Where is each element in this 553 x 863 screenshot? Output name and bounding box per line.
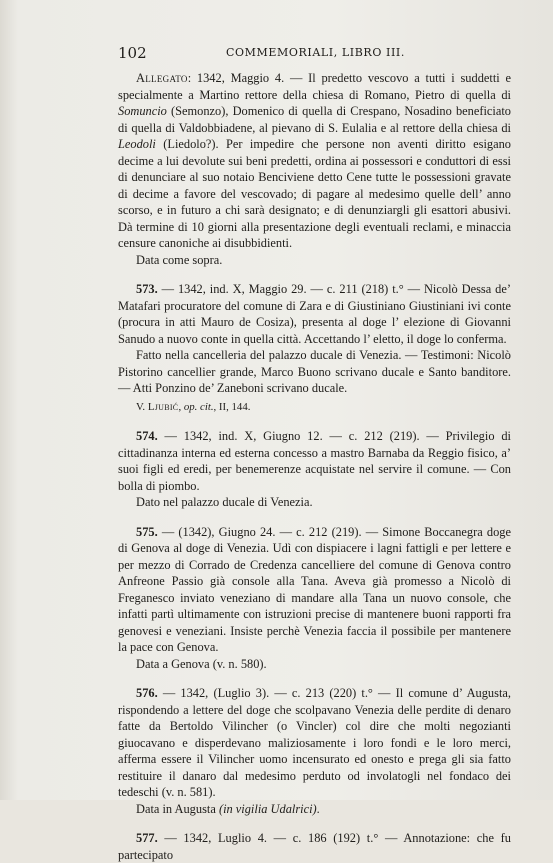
entry-number: 573.: [136, 282, 158, 296]
entry-body: — 1342, ind. X, Giugno 12. — c. 212 (219). — Privilegio di cittadinanza interna ed esterna concesso a mastro Barnaba da Reggio fisico, a’ suoi figli ed eredi, per benemerenze acquistate nel servire il comune. — Con bolla di piombo.: [118, 429, 511, 493]
data-italic: (in vigilia Udalrici): [218, 801, 317, 816]
entry-577: [118, 830, 511, 863]
allegato-label: Allegato: [136, 71, 188, 85]
allegato-paragraph: [118, 70, 511, 252]
allegato-place-2: Leodoli: [118, 137, 156, 151]
entry-note: [118, 399, 511, 416]
entry-body: — 1342, (Luglio 3). — c. 213 (220) t.° — Il comune d’ Augusta, rispondendo a lettere del doge che scolpavano Venezia delle perdite di denaro fatte da Bertoldo Vilincher (o Vincler) col dire che molti negozianti giuocavano e disperdevano maliziosamente i loro fondi e le loro merci, afferma essere il Vilincher uomo incensurato ed onesto e prega gli sia fatto restituire il danaro dal medesimo perduto od involatogli nel fondaco dei tedeschi (v. n. 581).: [118, 686, 511, 799]
entry-number: 576.: [136, 686, 158, 700]
allegato-text-a: : 1342, Maggio 4. — Il predetto vescovo a tutti i suddetti e specialmente a Martino rettore della chiesa di Romano, Pietro di quella di: [118, 71, 511, 102]
entry-body: — 1342, Luglio 4. — c. 186 (192) t.° — Annotazione: che fu partecipato: [118, 831, 511, 862]
note-prefix: V.: [136, 400, 148, 413]
entry-number: 577.: [136, 831, 158, 845]
allegato-text-b: (Semonzo), Domenico di quella di Crespano, Nosadino beneficiato di quella di Valdobbiadene, al pievano di S. Eulalia e al rettore della chiesa di: [118, 104, 511, 135]
entry-576: [118, 685, 511, 817]
page-number: 102: [118, 44, 147, 62]
allegato-data: Data come sopra.: [136, 252, 223, 267]
entry-data: Fatto nella cancelleria del palazzo ducale di Venezia. — Testimoni: Nicolò Pistorino cancellier grande, Marco Buono scrivano ducale e Santo banditore. — Atti Ponzino de’ Zaneboni scrivano ducale.: [118, 348, 511, 395]
entry-573: [118, 281, 511, 415]
entry-data: Data a Genova (v. n. 580).: [136, 656, 267, 671]
note-work: op. cit.: [183, 400, 214, 413]
entry-574: [118, 428, 511, 511]
data-prefix: Data in Augusta: [136, 801, 219, 816]
entry-body: — (1342), Giugno 24. — c. 212 (219). — Simone Boccanegra doge di Genova al doge di Venezia. Udì con dispiacere i lagni fattigli e per lettere e per mezzo di Corrado de Credenza cancelliere del comune di Genova contro Anfreone Passio già console alla Tana. Aveva già promesso a Nicolò di Freganesco inviato veneziano di mandare alla Tana un nuovo console, che infatti partì ultimamente con istruzioni precise di mantenere buoni rapporti fra genovesi e veneziani. Insiste perchè Venezia faccia il possibile per mantenere la pace con Genova.: [118, 524, 511, 654]
page-body: [118, 70, 511, 863]
entry-number: 574.: [136, 429, 158, 443]
data-suffix: .: [316, 801, 320, 816]
entry-text: [118, 281, 511, 347]
page-header: [118, 44, 513, 64]
entry-575: [118, 524, 511, 673]
allegato-text-c: (Liedolo?). Per impedire che persone non aventi diritto esigano decime a lui devolute sui beni predetti, ordina ai possessori e conduttori di essi di denunciare al suo notaio Benciviene detto Cene tutte le possessioni gravate di decime a favore del vescovado; di pagare al medesimo quelle dell’ anno scorso, e in futuro a chi sarà designato; e di denunziargli gli esattori abusivi. Dà termine di 10 giorni alla presentazione degli eventuali reclami, e minaccia censure canoniche ai disubbidienti.: [118, 137, 511, 250]
entry-text: [118, 830, 511, 863]
entry-body: — 1342, ind. X, Maggio 29. — c. 211 (218) t.° — Nicolò Dessa de’ Matafari procuratore del comune di Zara e di Giustiniano Giustiniani ivi conte (procura in atti Mauro de Cosiza), presenta al doge l’ elezione di Giovanni Sanudo a nuovo conte in quella città. Accettando l’ eletto, il doge lo conferma.: [118, 282, 511, 346]
allegato-place-1: Somuncio: [118, 104, 167, 118]
entry-text: [118, 428, 511, 494]
running-title: COMMEMORIALI, LIBRO III.: [226, 46, 405, 59]
entry-data: [118, 801, 511, 818]
note-rest: , II, 144.: [213, 400, 251, 413]
entry-text: [118, 524, 511, 656]
note-separator: ,: [178, 400, 184, 413]
entry-text: [118, 685, 511, 801]
entry-data: Dato nel palazzo ducale di Venezia.: [136, 495, 313, 509]
entry-number: 575.: [136, 524, 158, 539]
note-author: Ljubić: [147, 400, 179, 413]
